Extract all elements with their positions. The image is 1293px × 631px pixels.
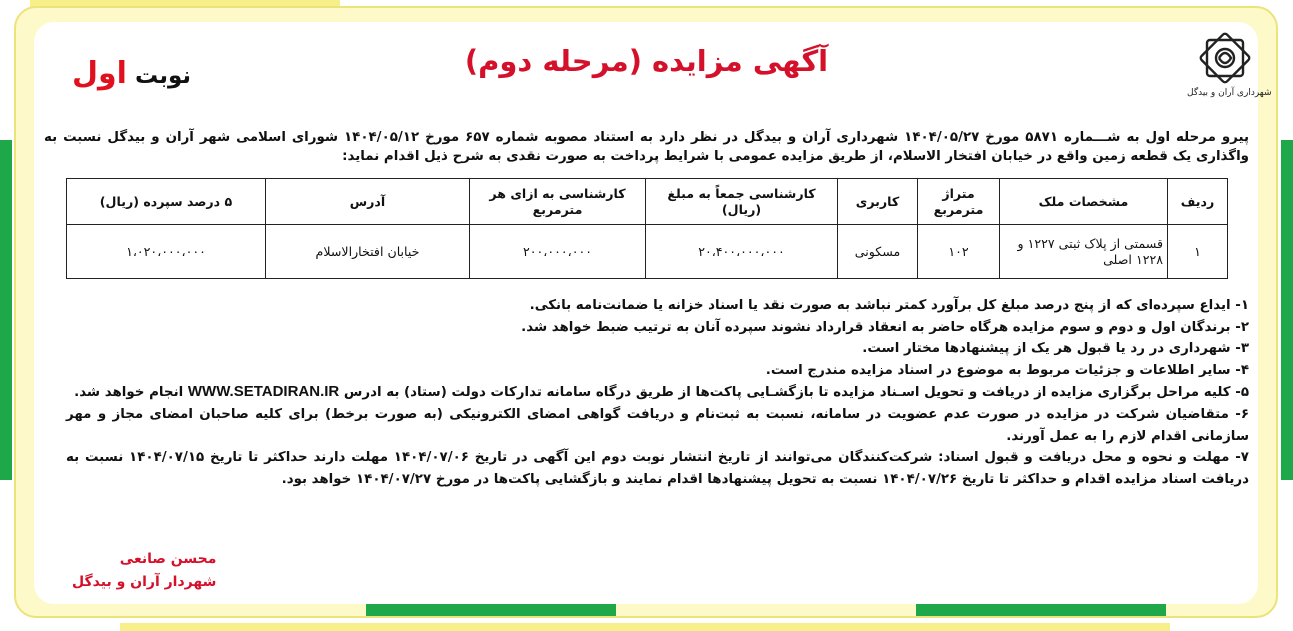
term-5-end: انجام خواهد شد. bbox=[74, 385, 184, 401]
term-3: ۳- شهرداری در رد یا قبول هر یک از پیشنهادها مختار است. bbox=[862, 341, 1249, 357]
bottom-stripe-right bbox=[916, 604, 1166, 616]
col-header-usage: کاربری bbox=[838, 179, 918, 225]
term-1: ۱- ایداع سپرده‌ای که از پنج درصد مبلغ کل برآورد کمتر نباشد به صورت نقد یا اسناد خزانه یا ضمانت‌نامه بانکی. bbox=[529, 298, 1249, 313]
term-5-text: ۵- کلیه مراحل برگزاری مزایده از دریافت و تحویل اسـناد مزایده تا بازگشـایی پاکت‌ها از طریق درگاه سامانه تدارکات دولت (ستاد) به ادرس bbox=[343, 385, 1249, 401]
cell-address: خیابان افتخارالاسلام bbox=[266, 225, 470, 279]
logo-caption: شهرداری آران و بیدگل bbox=[1187, 88, 1272, 98]
col-header-address: آدرس bbox=[266, 179, 470, 225]
round-label bbox=[72, 56, 191, 91]
cell-per-meter-appraisal: ۲۰۰،۰۰۰،۰۰۰ bbox=[470, 225, 646, 279]
term-5 bbox=[66, 381, 1249, 404]
table-header-row bbox=[67, 179, 1228, 225]
cell-usage: مسکونی bbox=[838, 225, 918, 279]
term-6: ۶- متقاضیان شرکت در مزایده در صورت عدم عضویت در سامانه، نسبت به ثبت‌نام و دریافت گواهی امضای الکترونیکی (به صورت برخط) برای کلیه صاحبان امضای مجاز و مهر سازمانی اقدام لازم را به عمل آورند. bbox=[66, 406, 1249, 444]
col-header-property-spec: مشخصات ملک bbox=[1000, 179, 1168, 225]
page-title: آگهی مزایده (مرحله دوم) bbox=[464, 44, 829, 78]
col-header-area: متراژ مترمربع bbox=[918, 179, 1000, 225]
cell-total-appraisal: ۲۰،۴۰۰،۰۰۰،۰۰۰ bbox=[646, 225, 838, 279]
cell-row-number: ۱ bbox=[1168, 225, 1228, 279]
signatory-position: شهردار آران و بیدگل bbox=[72, 574, 217, 590]
signature-block bbox=[72, 548, 216, 594]
cell-property-spec: قسمتی از پلاک ثبتی ۱۲۲۷ و ۱۲۲۸ اصلی bbox=[1000, 225, 1168, 279]
col-header-total-appraisal: کارشناسی جمعاً به مبلغ (ریال) bbox=[646, 179, 838, 225]
term-4: ۴- سایر اطلاعات و جزئیات مربوط به موضوع در اسناد مزایده مندرج است. bbox=[765, 362, 1249, 378]
property-table bbox=[66, 178, 1228, 279]
round-label-number: اول bbox=[72, 56, 127, 91]
table-row bbox=[67, 225, 1228, 279]
right-edge-bar bbox=[1281, 140, 1293, 480]
col-header-per-meter-appraisal: کارشناسی به ازای هر مترمربع bbox=[470, 179, 646, 225]
term-2: ۲- برندگان اول و دوم و سوم مزایده هرگاه حاضر به انعقاد قرارداد نشوند سپرده آنان به ترتیب ضبط خواهد شد. bbox=[521, 319, 1249, 335]
col-header-deposit: ۵ درصد سپرده (ریال) bbox=[67, 179, 266, 225]
round-label-prefix: نوبت bbox=[126, 63, 192, 89]
term-7: ۷- مهلت و نحوه و محل دریافت و قبول اسناد: شرکت‌کنندگان می‌توانند از تاریخ انتشار نوبت دوم این آگهی در تاریخ ۱۴۰۴/۰۷/۰۶ مهلت دارند حداکثر تا تاریخ ۱۴۰۴/۰۷/۱۵ نسبت به دریافت اسناد مزایده اقدام و حداکثر تا تاریخ ۱۴۰۴/۰۷/۲۶ نسبت به تحویل پیشنهادها اقدام نمایند و بازگشایی پاکت‌ها در مورخ ۱۴۰۴/۰۷/۲۷ خواهد بود. bbox=[66, 450, 1249, 487]
intro-paragraph: پیرو مرحله اول به شـــماره ۵۸۷۱ مورخ ۱۴۰۴/۰۵/۲۷ شهرداری آران و بیدگل در نظر دارد به استناد مصوبه شماره ۶۵۷ مورخ ۱۴۰۴/۰۵/۱۲ شورای اسلامی شهر آران و بیدگل نسبت به واگذاری یک قطعه زمین واقع در خیابان افتخار الاسلام، از طریق مزایده عمومی با شرایط پرداخت به صورت نقدی به شرح ذیل اقدام نماید: bbox=[44, 130, 1250, 164]
cell-deposit: ۱،۰۲۰،۰۰۰،۰۰۰ bbox=[67, 225, 266, 279]
cell-area: ۱۰۲ bbox=[918, 225, 1000, 279]
bottom-yellow-bar bbox=[120, 623, 1170, 631]
signatory-name: محسن صانعی bbox=[119, 551, 217, 567]
bottom-stripe-left bbox=[366, 604, 616, 616]
col-header-row-number: ردیف bbox=[1168, 179, 1228, 225]
terms-list bbox=[66, 295, 1249, 490]
setad-website: WWW.SETADIRAN.IR bbox=[187, 383, 340, 401]
left-edge-bar bbox=[0, 140, 12, 480]
